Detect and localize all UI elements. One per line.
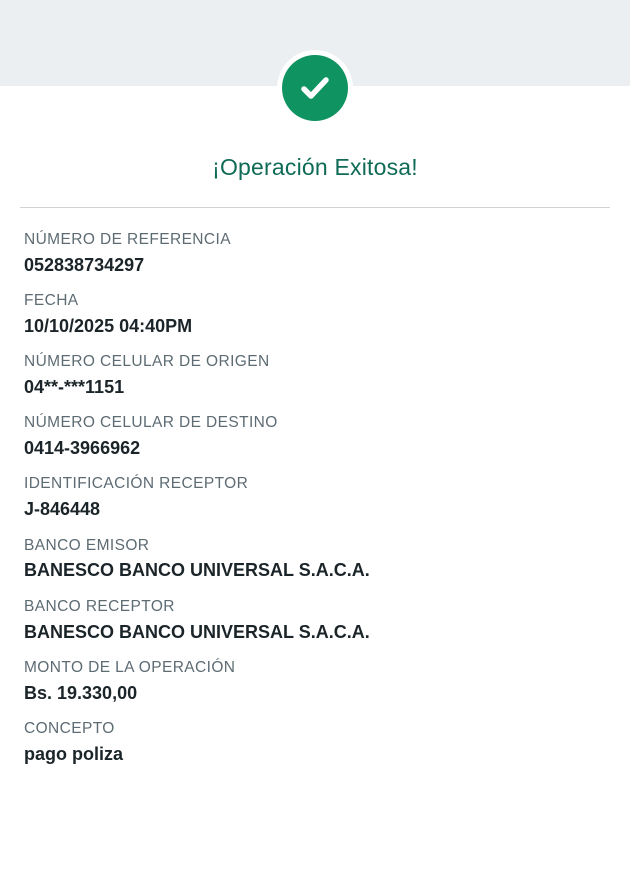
list-item (24, 597, 610, 645)
list-item (24, 536, 610, 584)
field-value: Bs. 19.330,00 (24, 682, 138, 703)
field-label: CONCEPTO (24, 719, 115, 737)
field-label: NÚMERO CELULAR DE DESTINO (24, 414, 278, 432)
field-label: BANCO RECEPTOR (24, 597, 175, 615)
field-value: 04**-***1151 (24, 377, 125, 398)
field-label: IDENTIFICACIÓN RECEPTOR (24, 475, 249, 493)
list-item (24, 474, 610, 522)
divider (20, 207, 610, 208)
field-value: 0414-3966962 (24, 438, 141, 459)
success-badge (277, 50, 353, 126)
field-value: 052838734297 (24, 254, 145, 275)
field-value: pago poliza (24, 743, 123, 764)
list-item (24, 719, 610, 767)
list-item (24, 658, 610, 706)
page-title: ¡Operación Exitosa! (212, 154, 418, 180)
field-label: FECHA (24, 292, 79, 310)
field-label: BANCO EMISOR (24, 536, 150, 554)
field-label: NÚMERO CELULAR DE ORIGEN (24, 353, 270, 371)
list-item (24, 291, 610, 339)
receipt-field-list (24, 230, 610, 780)
list-item (24, 413, 610, 461)
field-value: BANESCO BANCO UNIVERSAL S.A.C.A. (24, 621, 370, 642)
list-item (24, 352, 610, 400)
field-label: NÚMERO DE REFERENCIA (24, 231, 231, 248)
field-value: BANESCO BANCO UNIVERSAL S.A.C.A. (24, 560, 370, 581)
field-value: 10/10/2025 04:40PM (24, 316, 193, 337)
field-value: J-846448 (24, 499, 101, 520)
list-item (24, 230, 610, 278)
field-label: MONTO DE LA OPERACIÓN (24, 658, 236, 676)
check-circle-icon (282, 55, 348, 121)
